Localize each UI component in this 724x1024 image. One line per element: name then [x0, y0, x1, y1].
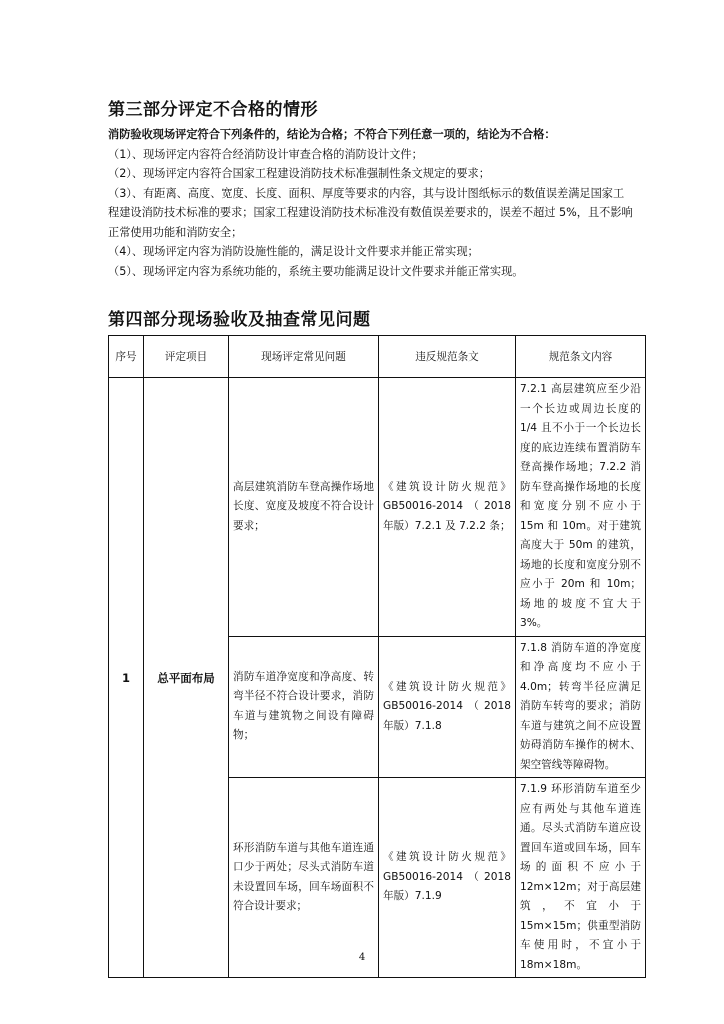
section3-line: 程建设消防技术标准的要求；国家工程建设消防技术标准没有数值误差要求的，误差不超过 5%，且不影响 [108, 206, 633, 219]
col-header-problem: 现场评定常见问题 [229, 336, 379, 378]
section3-body [108, 125, 633, 281]
issues-table [108, 335, 646, 978]
row-problem: 高层建筑消防车登高操作场地长度、宽度及坡度不符合设计要求； [229, 378, 379, 637]
section3-line: （4）、现场评定内容为消防设施性能的，满足设计文件要求并能正常实现； [108, 245, 479, 258]
col-header-number: 序号 [109, 336, 144, 378]
row-clause: 《建筑设计防火规范》GB50016-2014（2018 年版）7.1.8 [379, 636, 516, 778]
row-clause: 《建筑设计防火规范》GB50016-2014（2018 年版）7.1.9 [379, 778, 516, 978]
row-number: 1 [109, 378, 144, 978]
section4-heading: 第四部分现场验收及抽查常见问题 [108, 310, 371, 330]
section3-line: （5）、现场评定内容为系统功能的，系统主要功能满足设计文件要求并能正常实现。 [108, 264, 524, 278]
row-content: 7.1.9 环形消防车道至少应有两处与其他车道连通。尽头式消防车道应设置回车道或回车场，回车场的面积不应小于 12m×12m；对于高层建筑，不宜小于 15m×15m；供重型消防车使用时，不宜小于 18m×18m。 [516, 778, 646, 978]
row-item: 总平面布局 [144, 378, 229, 978]
col-header-clause: 违反规范条文 [379, 336, 516, 378]
table-header-row [109, 336, 646, 378]
section3-heading: 第三部分评定不合格的情形 [108, 100, 318, 120]
section3-line: （3）、有距离、高度、宽度、长度、面积、厚度等要求的内容，其与设计图纸标示的数值误差满足国家工 [108, 186, 625, 200]
row-clause: 《建筑设计防火规范》GB50016-2014（2018 年版）7.2.1 及 7.2.2 条； [379, 378, 516, 637]
row-problem: 环形消防车道与其他车道连通口少于两处；尽头式消防车道未设置回车场，回车场面积不符合设计要求； [229, 778, 379, 978]
section3-lead: 消防验收现场评定符合下列条件的，结论为合格；不符合下列任意一项的，结论为不合格： [108, 128, 556, 141]
section3-line: 正常使用功能和消防安全； [108, 225, 243, 239]
row-problem: 消防车道净宽度和净高度、转弯半径不符合设计要求，消防车道与建筑物之间设有障碍物； [229, 636, 379, 778]
row-content: 7.1.8 消防车道的净宽度和净高度均不应小于 4.0m；转弯半径应满足消防车转弯的要求；消防车道与建筑之间不应设置妨碍消防车操作的树木、架空管线等障碍物。 [516, 636, 646, 778]
table-row [109, 378, 646, 637]
row-content: 7.2.1 高层建筑应至少沿一个长边或周边长度的 1/4 且不小于一个长边长度的底边连续布置消防车登高操作场地；7.2.2 消防车登高操作场地的长度和宽度分别不应小于 15m 和 10m。对于建筑高度大于 50m 的建筑，场地的长度和宽度分别不应小于 20m 和 10m；场地的坡度不宜大于 3%。 [516, 378, 646, 637]
section3-line: （2）、现场评定内容符合国家工程建设消防技术标准强制性条文规定的要求； [108, 167, 490, 180]
col-header-item: 评定项目 [144, 336, 229, 378]
page-number: 4 [358, 952, 366, 963]
col-header-content: 规范条文内容 [516, 336, 646, 378]
section3-line: （1）、现场评定内容符合经消防设计审查合格的消防设计文件； [108, 147, 423, 161]
